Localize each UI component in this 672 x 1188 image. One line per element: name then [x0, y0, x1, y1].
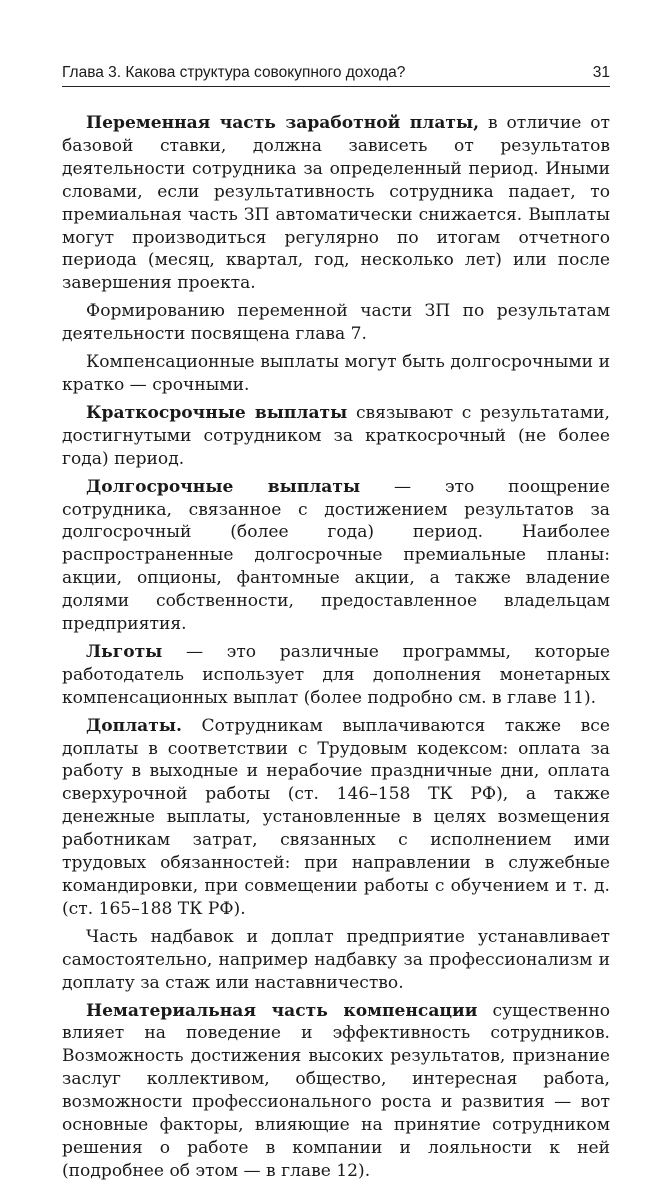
term-benefits: Льготы [86, 641, 163, 662]
paragraph-variable-pay [62, 112, 610, 295]
paragraph-compensation-payments [62, 351, 610, 397]
paragraph-text: связывают с результатами, достигнутыми сотрудником за краткосрочный (не более года) период. [62, 402, 610, 469]
page-number: 31 [592, 64, 610, 81]
term-non-material-compensation: Нематериальная часть компенсации [86, 1000, 478, 1021]
chapter-title: Глава 3. Какова структура совокупного дохода? [62, 64, 406, 81]
paragraph-text: Сотрудникам выплачиваются также все доплаты в соответствии с Трудовым кодексом: оплата за работу в выходные и нерабочие праздничные дни, оплата сверхурочной работы (ст. 146–158 ТК РФ), а также денежные выплаты, установленные в целях возмещения работникам затрат, связанных с исполнением ими трудовых обязанностей: при направлении в служебные командировки, при совмещении работы с обучением и т. д. (ст. 165–188 ТК РФ). [62, 715, 610, 919]
paragraph-long-term [62, 476, 610, 636]
paragraph-text: Часть надбавок и доплат предприятие устанавливает самостоятельно, например надбавку за профессионализм и доплату за стаж или наставничество. [62, 926, 610, 993]
paragraph-text: существенно влияет на поведение и эффективность сотрудников. Возможность достижения высоких результатов, признание заслуг коллективом, общество, интересная работа, возможности профессионального роста и развития — вот основные факторы, влияющие на принятие сотрудником решения о работе в компании и лояльности к ней (подробнее об этом — в главе 12). [62, 1000, 610, 1181]
paragraph-non-material [62, 1000, 610, 1183]
paragraph-short-term [62, 402, 610, 471]
paragraph-text: — это поощрение сотрудника, связанное с достижением результатов за долгосрочный (более года) период. Наиболее распространенные долгосрочные премиальные планы: акции, опционы, фантомные акции, а также владение долями собственности, предоставленное владельцам предприятия. [62, 476, 611, 635]
paragraph-allowances [62, 715, 610, 921]
term-long-term-payments: Долгосрочные выплаты [86, 476, 361, 497]
running-header [62, 62, 610, 87]
paragraph-benefits [62, 641, 610, 710]
paragraph-text: Формированию переменной части ЗП по результатам деятельности посвящена глава 7. [62, 301, 610, 345]
paragraph-text: — это различные программы, которые работодатель использует для дополнения монетарных компенсационных выплат (более подробно см. в главе 11). [62, 641, 610, 708]
paragraph-text: Компенсационные выплаты могут быть долгосрочными и кратко — срочными. [62, 352, 610, 395]
page-body [62, 112, 610, 1188]
paragraph-chapter-7-ref [62, 300, 610, 346]
term-variable-pay: Переменная часть заработной платы, [86, 113, 480, 133]
term-allowances: Доплаты. [86, 715, 182, 736]
term-short-term-payments: Краткосрочные выплаты [86, 402, 348, 423]
paragraph-company-bonuses [62, 926, 610, 995]
paragraph-text: в отличие от базовой ставки, должна зависеть от результатов деятельности сотрудника за определенный период. Иными словами, если результативность сотрудника падает, то премиальная часть ЗП автоматически снижается. Выплаты могут производиться регулярно по итогам отчетного периода (месяц, квартал, год, несколько лет) или после завершения проекта. [62, 113, 610, 294]
